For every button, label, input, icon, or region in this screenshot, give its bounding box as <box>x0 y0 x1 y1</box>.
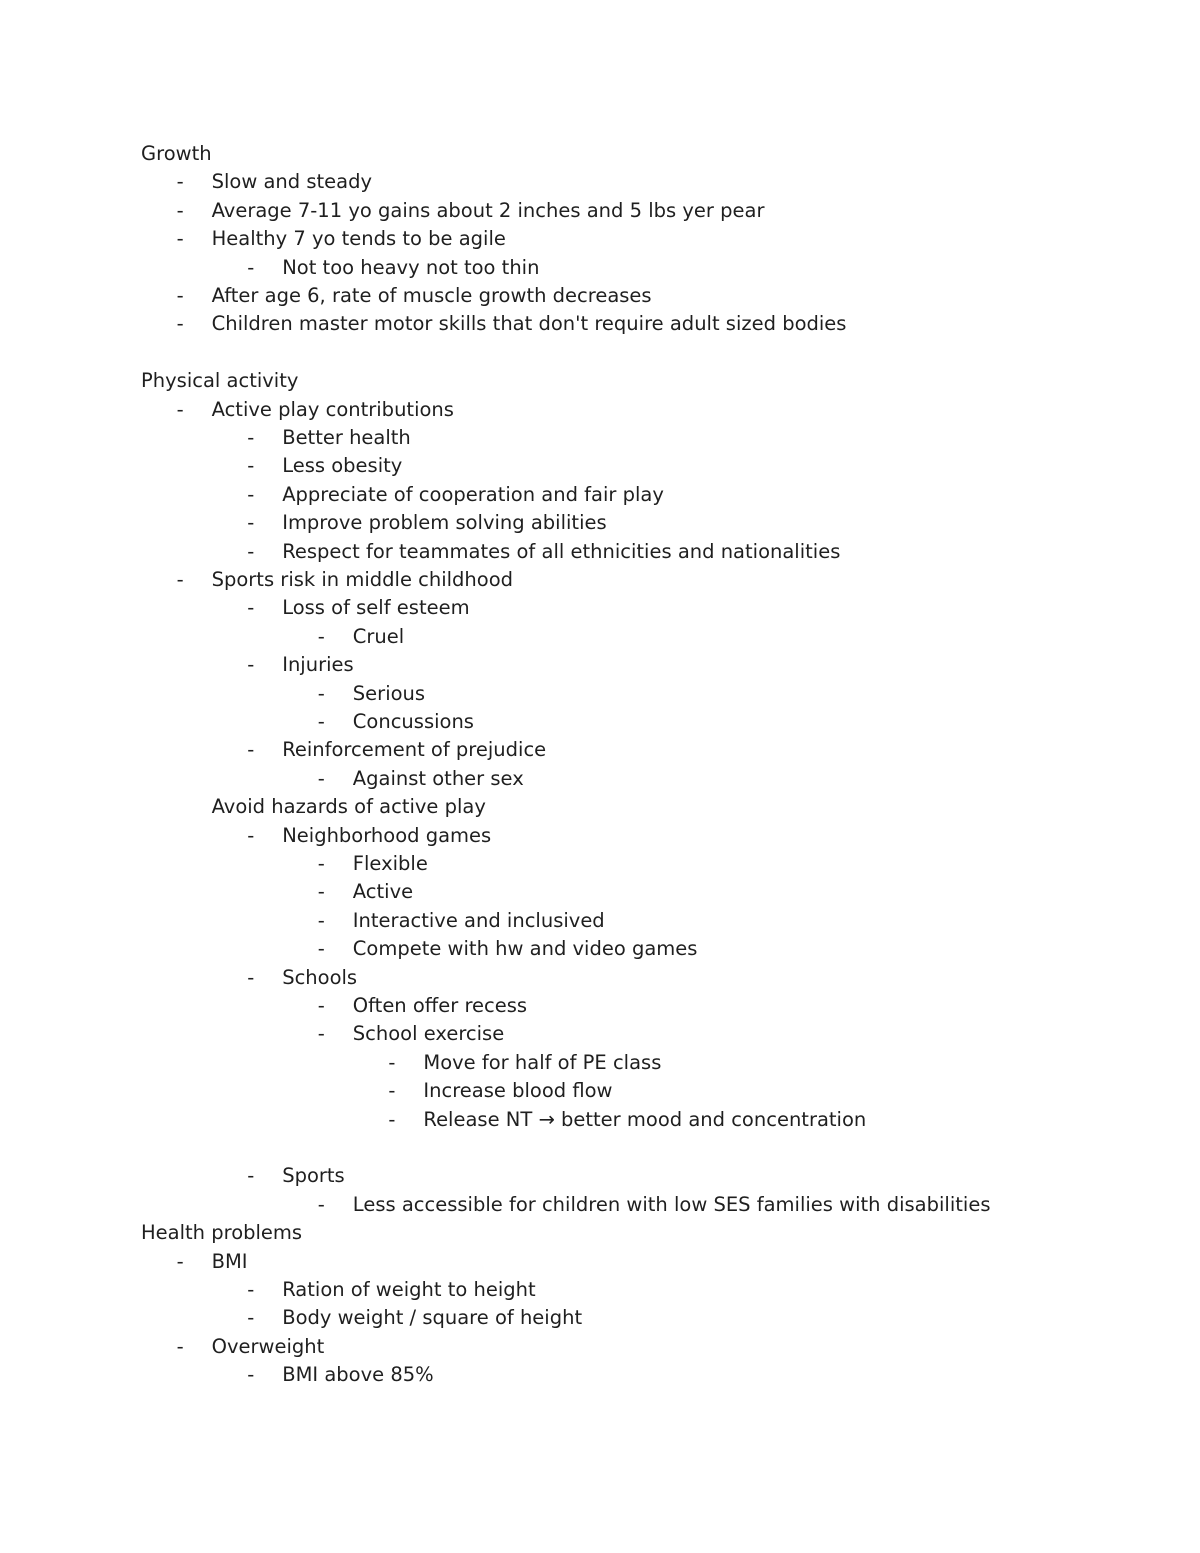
list-item <box>0 765 1200 793</box>
bullet-dash: - <box>247 965 255 989</box>
line-text: Growth <box>141 142 212 165</box>
line-text: Interactive and inclusived <box>352 908 605 932</box>
bullet-dash: - <box>388 1050 396 1074</box>
list-item <box>0 282 1200 310</box>
line-text: Children master motor skills that don't require adult sized bodies <box>211 312 847 336</box>
list-item <box>0 254 1200 282</box>
bullet-dash: - <box>317 624 325 648</box>
bullet-dash: - <box>247 454 255 478</box>
bullet-dash: - <box>247 255 255 279</box>
section-heading <box>0 367 1200 395</box>
line-text: Release NT → better mood and concentration <box>423 1107 867 1131</box>
line-text: Not too heavy not too thin <box>282 255 540 279</box>
bullet-dash: - <box>247 653 255 677</box>
blank-line <box>0 339 1200 367</box>
bullet-dash: - <box>176 227 184 251</box>
list-item <box>0 1304 1200 1332</box>
bullet-dash: - <box>317 852 325 875</box>
list-item <box>0 878 1200 906</box>
list-item <box>0 793 1200 821</box>
bullet-dash: - <box>247 738 255 762</box>
list-item <box>0 822 1200 850</box>
list-item <box>0 850 1200 878</box>
section-heading <box>0 1219 1200 1247</box>
bullet-dash: - <box>317 766 325 790</box>
list-item <box>0 594 1200 622</box>
line-text: Concussions <box>352 710 474 733</box>
bullet-dash: - <box>247 539 255 563</box>
bullet-dash: - <box>388 1107 396 1131</box>
line-text: Respect for teammates of all ethnicities and nationalities <box>282 539 841 563</box>
line-text: Compete with hw and video games <box>352 937 698 961</box>
list-item <box>0 1162 1200 1190</box>
line-text: Health problems <box>141 1221 303 1245</box>
list-item <box>0 1333 1200 1361</box>
bullet-dash: - <box>176 284 184 307</box>
bullet-dash: - <box>247 823 255 847</box>
bullet-dash: - <box>247 1278 255 1301</box>
line-text: After age 6, rate of muscle growth decreases <box>211 284 652 307</box>
bullet-dash: - <box>176 312 184 336</box>
line-text: Average 7-11 yo gains about 2 inches and 5 lbs yer pear <box>211 198 765 222</box>
section-heading <box>0 140 1200 168</box>
bullet-dash: - <box>176 198 184 222</box>
line-text: Reinforcement of prejudice <box>282 738 547 762</box>
list-item <box>0 1020 1200 1048</box>
line-text: Loss of self esteem <box>282 596 470 620</box>
bullet-dash: - <box>247 1306 255 1330</box>
line-text: Move for half of PE class <box>423 1050 662 1074</box>
list-item <box>0 1191 1200 1219</box>
list-item <box>0 310 1200 338</box>
list-item <box>0 396 1200 424</box>
bullet-dash: - <box>176 1249 184 1273</box>
bullet-dash: - <box>317 937 325 961</box>
blank-line <box>0 1134 1200 1162</box>
list-item <box>0 992 1200 1020</box>
line-text: Ration of weight to height <box>282 1278 536 1301</box>
bullet-dash: - <box>317 880 325 904</box>
line-text: Neighborhood games <box>282 823 492 847</box>
list-item <box>0 907 1200 935</box>
list-item <box>0 481 1200 509</box>
bullet-dash: - <box>317 908 325 932</box>
list-item <box>0 1361 1200 1389</box>
bullet-dash: - <box>247 511 255 535</box>
line-text: Less obesity <box>282 454 403 478</box>
list-item <box>0 168 1200 196</box>
list-item <box>0 452 1200 480</box>
line-text: Body weight / square of height <box>282 1306 583 1330</box>
list-item <box>0 736 1200 764</box>
line-text: Increase blood flow <box>423 1079 613 1103</box>
line-text: Schools <box>282 965 358 989</box>
line-text: Serious <box>352 681 426 705</box>
list-item <box>0 708 1200 736</box>
list-item <box>0 538 1200 566</box>
list-item <box>0 1276 1200 1304</box>
bullet-dash: - <box>247 1164 255 1188</box>
bullet-dash: - <box>317 681 325 705</box>
line-text: Healthy 7 yo tends to be agile <box>211 227 506 251</box>
bullet-dash: - <box>388 1079 396 1103</box>
line-text: Flexible <box>352 852 428 875</box>
line-text: Avoid hazards of active play <box>211 795 486 819</box>
line-text: BMI above 85% <box>282 1363 434 1387</box>
line-text: Injuries <box>282 653 354 677</box>
bullet-dash: - <box>247 426 255 449</box>
line-text: Overweight <box>211 1334 325 1358</box>
list-item <box>0 1049 1200 1077</box>
list-item <box>0 680 1200 708</box>
list-item <box>0 225 1200 253</box>
bullet-dash: - <box>317 1192 325 1216</box>
bullet-dash: - <box>176 397 184 421</box>
list-item <box>0 1106 1200 1134</box>
bullet-dash: - <box>317 710 325 733</box>
list-item <box>0 566 1200 594</box>
bullet-dash: - <box>317 1022 325 1046</box>
list-item <box>0 651 1200 679</box>
line-text: Against other sex <box>352 766 524 790</box>
bullet-dash: - <box>247 482 255 506</box>
line-text: Sports risk in middle childhood <box>211 568 514 591</box>
line-text: Slow and steady <box>211 170 373 194</box>
line-text: BMI <box>211 1249 248 1273</box>
bullet-dash: - <box>176 568 184 591</box>
list-item <box>0 623 1200 651</box>
line-text: Sports <box>282 1164 345 1188</box>
line-text: Improve problem solving abilities <box>282 511 607 535</box>
line-text: School exercise <box>352 1022 505 1046</box>
line-text: Active <box>352 880 414 904</box>
line-text: Cruel <box>352 624 405 648</box>
line-text: Better health <box>282 426 411 449</box>
list-item <box>0 1077 1200 1105</box>
bullet-dash: - <box>317 994 325 1017</box>
list-item <box>0 424 1200 452</box>
bullet-dash: - <box>176 170 184 194</box>
bullet-dash: - <box>247 1363 255 1387</box>
line-text: Physical activity <box>141 369 299 393</box>
bullet-dash: - <box>247 596 255 620</box>
line-text: Less accessible for children with low SES families with disabilities <box>352 1192 991 1216</box>
list-item <box>0 509 1200 537</box>
list-item <box>0 935 1200 963</box>
bullet-dash: - <box>176 1334 184 1358</box>
list-item <box>0 964 1200 992</box>
line-text: Appreciate of cooperation and fair play <box>282 482 664 506</box>
line-text: Active play contributions <box>211 397 454 421</box>
list-item <box>0 197 1200 225</box>
line-text: Often offer recess <box>352 994 528 1017</box>
list-item <box>0 1248 1200 1276</box>
